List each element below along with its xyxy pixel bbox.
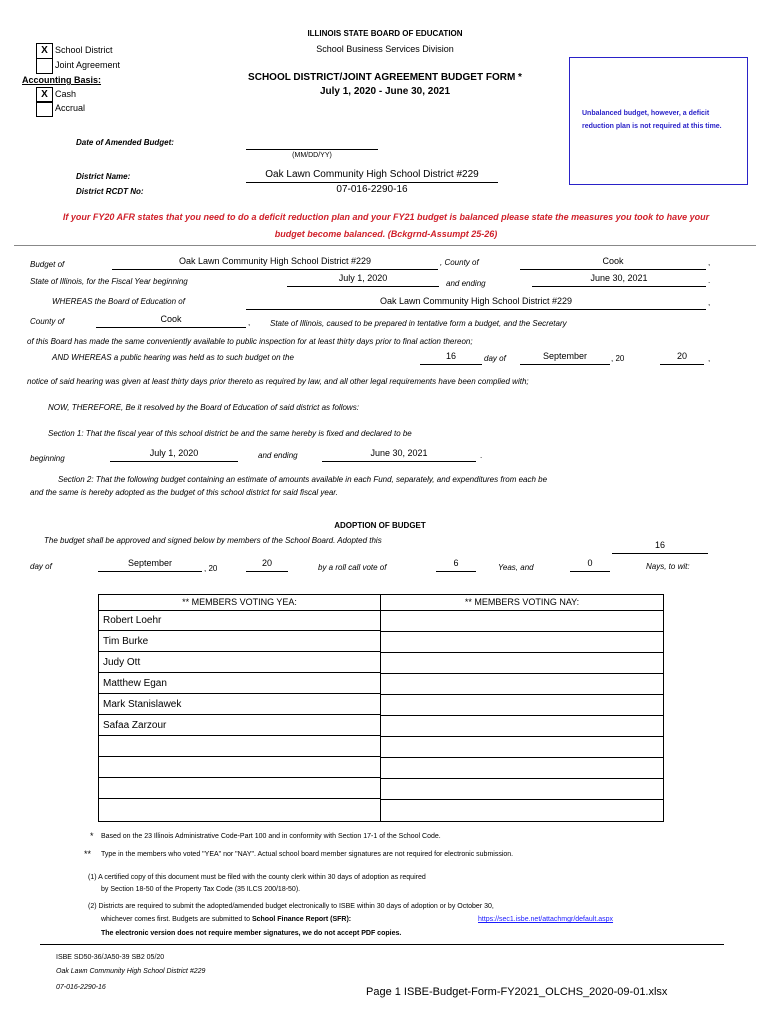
budget-status-box (569, 57, 748, 185)
hearing-month-field[interactable]: September (520, 351, 610, 365)
deficit-question-line2: budget become balanced. (Bckgrnd-Assumpt 25-26) (274, 229, 498, 239)
hearing-year-field[interactable]: 20 (660, 351, 704, 365)
adopted-year-field[interactable]: 20 (246, 558, 288, 572)
year-prefix: , 20 (204, 564, 218, 573)
day-of-label: day of (484, 354, 506, 363)
notice-text: notice of said hearing was given at least thirty days prior thereto as required by law, and all other legal requirements have been complied with; (27, 377, 529, 386)
roll-call-label: by a roll call vote of (318, 563, 387, 572)
district-rcdt-label: District RCDT No: (76, 187, 144, 196)
amended-date-label: Date of Amended Budget: (76, 138, 174, 147)
footnote-star-mark: * (90, 831, 94, 841)
available-text: of this Board has made the same conveniently available to public inspection for at least thirty days prior to final action thereon; (27, 337, 473, 346)
note1-line2: by Section 18-50 of the Property Tax Code (35 ILCS 200/18-50). (101, 886, 301, 893)
yea-member-row[interactable]: Robert Loehr (99, 610, 380, 631)
yea-member-row[interactable]: Matthew Egan (99, 673, 380, 694)
fiscal-year-label: State of Illinois, for the Fiscal Year beginning (30, 277, 188, 286)
nay-member-row[interactable] (381, 673, 663, 695)
nay-member-row[interactable] (381, 631, 663, 653)
form-title: SCHOOL DISTRICT/JOINT AGREEMENT BUDGET FORM * (248, 72, 522, 83)
budget-of-label: Budget of (30, 260, 65, 269)
accrual-label: Accrual (55, 103, 86, 113)
footer-rcdt: 07-016-2290-16 (56, 984, 106, 991)
county2-field[interactable]: Cook (96, 314, 246, 328)
adopted-month-field[interactable]: September (98, 558, 202, 572)
section-divider (14, 245, 756, 246)
footer-divider (40, 944, 724, 945)
s1-and-ending-label: and ending (258, 451, 298, 460)
form-period: July 1, 2020 - June 30, 2021 (319, 86, 451, 97)
yea-member-row[interactable]: Mark Stanislawek (99, 694, 380, 715)
division-name: School Business Services Division (316, 44, 454, 54)
nay-member-row[interactable] (381, 757, 663, 779)
county-of-label: , County of (440, 258, 479, 267)
section2-line1: Section 2: That the following budget containing an estimate of amounts available in each Fund, separately, and expenditures from each be (58, 475, 548, 484)
whereas-field[interactable]: Oak Lawn Community High School District #229 (246, 296, 706, 310)
cash-label: Cash (55, 89, 77, 99)
day-of-label: day of (30, 562, 52, 571)
electronic-note: The electronic version does not require member signatures, we do not accept PDF copies. (101, 930, 402, 937)
district-name-label: District Name: (76, 172, 131, 181)
comma: , (708, 354, 711, 363)
note2-line2-text: whichever comes first. Budgets are submitted to (101, 916, 251, 923)
nay-member-row[interactable] (381, 610, 663, 632)
form-number: ISBE SD50-36/JA50-39 SB2 05/20 (56, 954, 165, 961)
nay-header: ** MEMBERS VOTING NAY: (381, 595, 663, 611)
year-prefix: , 20 (611, 354, 625, 363)
school-district-label: School District (55, 45, 113, 55)
school-district-checkbox[interactable]: X (36, 43, 53, 59)
nay-member-row[interactable] (381, 652, 663, 674)
nays-count-field[interactable]: 0 (570, 558, 610, 572)
nay-member-row[interactable] (381, 736, 663, 758)
section2-line2: and the same is hereby adopted as the budget of this school district for said fiscal year. (30, 488, 338, 497)
sfr-label: School Finance Report (SFR): (251, 916, 352, 923)
date-format-hint: (MM/DD/YY) (292, 152, 332, 159)
fiscal-end-field[interactable]: June 30, 2021 (532, 273, 706, 287)
county-of2-label: County of (30, 317, 65, 326)
hearing-text: AND WHEREAS a public hearing was held as to such budget on the (52, 353, 294, 362)
yea-member-row[interactable] (99, 736, 380, 757)
footnote-star-text: Based on the 23 Illinois Administrative Code-Part 100 and in conformity with Section 17-1 of the School Code. (101, 833, 441, 840)
beginning-label: beginning (30, 454, 65, 463)
nay-member-row[interactable] (381, 715, 663, 737)
yea-header: ** MEMBERS VOTING YEA: (99, 595, 380, 611)
comma: , (708, 258, 711, 267)
budget-status-line1: Unbalanced budget, however, a deficit (582, 110, 710, 117)
footnote-doublestar-mark: ** (84, 849, 92, 859)
adopted-day-field[interactable]: 16 (612, 540, 708, 554)
and-ending-label: and ending (446, 279, 486, 288)
footnote-doublestar-text: Type in the members who voted "YEA" nor "NAY". Actual school board member signatures are not required for electronic submission. (101, 851, 514, 858)
deficit-question-line1: If your FY20 AFR states that you need to do a deficit reduction plan and your FY21 budget is balanced please state the measures you took to have your (62, 212, 710, 222)
adoption-title: ADOPTION OF BUDGET (334, 521, 426, 530)
nays-label: Nays, to wit: (646, 562, 690, 571)
cash-checkbox[interactable]: X (36, 87, 53, 103)
county-field[interactable]: Cook (520, 256, 706, 270)
now-therefore-text: NOW, THEREFORE, Be it resolved by the Board of Education of said district as follows: (48, 403, 359, 412)
yea-member-row[interactable] (99, 757, 380, 778)
budget-of-field[interactable]: Oak Lawn Community High School District #229 (112, 256, 438, 270)
state-text: State of Illinois, caused to be prepared in tentative form a budget, and the Secretary (270, 319, 567, 328)
joint-agreement-label: Joint Agreement (55, 60, 121, 70)
fiscal-begin-field[interactable]: July 1, 2020 (287, 273, 439, 287)
joint-agreement-checkbox[interactable] (36, 58, 53, 74)
period: . (480, 451, 483, 460)
yea-member-row[interactable]: Judy Ott (99, 652, 380, 673)
yea-member-row[interactable]: Safaa Zarzour (99, 715, 380, 736)
period: . (708, 276, 711, 285)
agency-name: ILLINOIS STATE BOARD OF EDUCATION (307, 29, 463, 38)
s1-end-field[interactable]: June 30, 2021 (322, 448, 476, 462)
whereas-label: WHEREAS the Board of Education of (52, 297, 185, 306)
district-rcdt-field[interactable]: 07-016-2290-16 (336, 184, 408, 195)
members-voting-table (98, 594, 664, 822)
budget-status-line2: reduction plan is not required at this time. (582, 123, 722, 130)
sfr-link[interactable]: https://sec1.isbe.net/attachmgr/default.aspx (478, 916, 614, 923)
page-label: Page 1 ISBE-Budget-Form-FY2021_OLCHS_2020-09-01.xlsx (366, 986, 668, 998)
nay-member-row[interactable] (381, 778, 663, 800)
nay-member-row[interactable] (381, 694, 663, 716)
accrual-checkbox[interactable] (36, 101, 53, 117)
yeas-count-field[interactable]: 6 (436, 558, 476, 572)
district-name-field[interactable]: Oak Lawn Community High School District #229 (246, 169, 498, 183)
amended-date-field[interactable] (246, 136, 378, 150)
comma: , (708, 298, 711, 307)
s1-begin-field[interactable]: July 1, 2020 (110, 448, 238, 462)
accounting-basis-label: Accounting Basis: (22, 75, 102, 85)
note1-line1: (1) A certified copy of this document must be filed with the county clerk within 30 days of adoption as required (88, 874, 426, 881)
yea-member-row[interactable] (99, 778, 380, 799)
footer-district-name: Oak Lawn Community High School District #229 (56, 968, 206, 975)
note2-line1: (2) Districts are required to submit the adopted/amended budget electronically to ISBE within 30 days of adoption or by October 30, (88, 903, 494, 910)
approval-text: The budget shall be approved and signed below by members of the School Board. Adopted this (44, 536, 382, 545)
hearing-day-field[interactable]: 16 (420, 351, 482, 365)
comma: , (248, 318, 251, 327)
yeas-label: Yeas, and (498, 563, 534, 572)
section1-text: Section 1: That the fiscal year of this school district be and the same hereby is fixed and declared to be (48, 429, 412, 438)
yea-member-row[interactable]: Tim Burke (99, 631, 380, 652)
